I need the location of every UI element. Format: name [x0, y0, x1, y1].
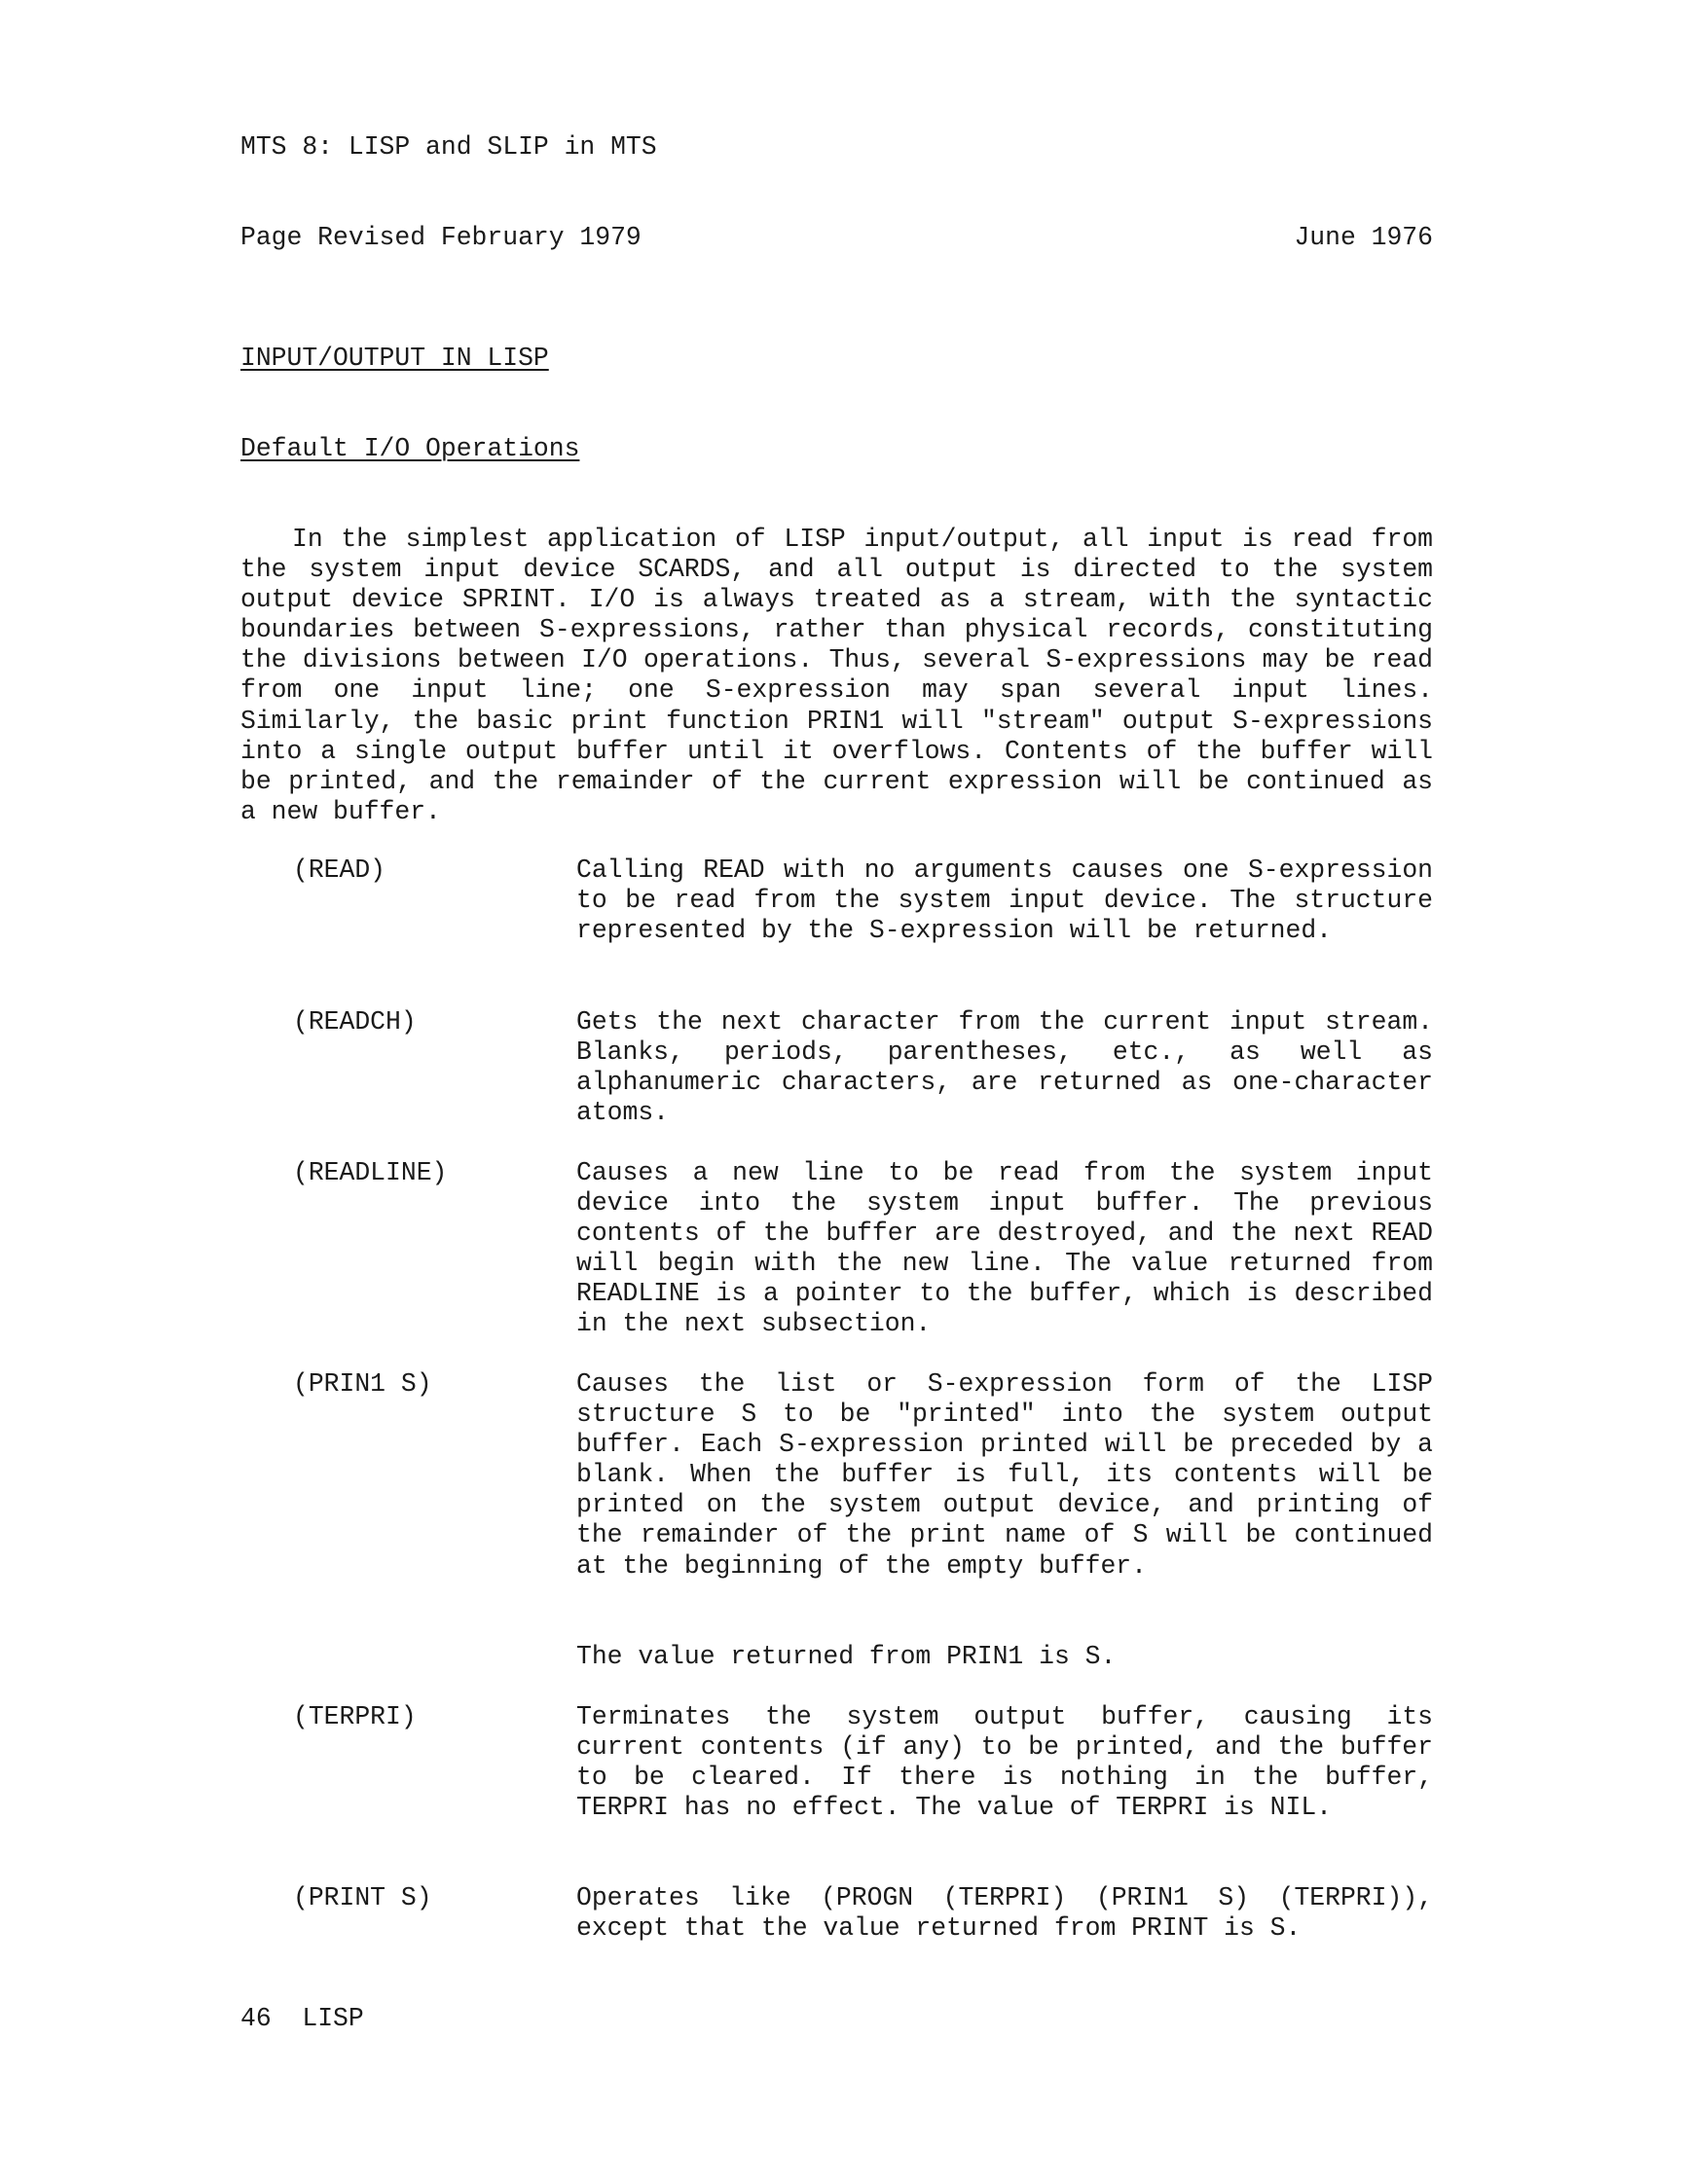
- function-name-prin1: (PRIN1 S): [293, 1369, 432, 1399]
- header-date: June 1976: [1294, 223, 1433, 252]
- function-note-prin1: The value returned from PRIN1 is S.: [576, 1642, 1117, 1671]
- revision-note: Page Revised February 1979: [240, 223, 642, 252]
- intro-paragraph: In the simplest application of LISP input/output, all input is read from the system input device SCARDS, and all output is directed to the system output device SPRINT. I/O is always treated as a stream, with the syntactic boundaries between S-expressions, rather than physical records, constituting the divisions between I/O operations. Thus, several S-expressions may be read from one input line; one S-expression may span several input lines. Similarly, the basic print function PRIN1 will "stream" output S-expressions into a single output buffer until it overflows. Contents of the buffer will be printed, and the remainder of the current expression will be continued as a new buffer.: [240, 525, 1433, 826]
- function-desc-print: Operates like (PROGN (TERPRI) (PRIN1 S) (TERPRI)), except that the value returned from PRINT is S.: [576, 1883, 1433, 1944]
- manual-title: MTS 8: LISP and SLIP in MTS: [240, 132, 657, 162]
- function-name-read: (READ): [293, 855, 386, 885]
- function-desc-terpri: Terminates the system output buffer, causing its current contents (if any) to be printed, and the buffer to be cleared. If there is nothing in the buffer, TERPRI has no effect. The value of TERPRI is NIL.: [576, 1702, 1433, 1823]
- function-desc-read: Calling READ with no arguments causes one S-expression to be read from the system input device. The structure represented by the S-expression will be returned.: [576, 855, 1433, 946]
- footer: [240, 2004, 364, 2034]
- function-desc-readch: Gets the next character from the current input stream. Blanks, periods, parentheses, etc., as well as alphanumeric characters, are returned as one-character atoms.: [576, 1007, 1433, 1128]
- section-title: INPUT/OUTPUT IN LISP: [240, 344, 549, 373]
- function-desc-readline: Causes a new line to be read from the system input device into the system input buffer. The previous contents of the buffer are destroyed, and the next READ will begin with the new line. The value returned from READLINE is a pointer to the buffer, which is described in the next subsection.: [576, 1158, 1433, 1339]
- page-number: 46: [240, 2004, 272, 2033]
- function-name-readline: (READLINE): [293, 1158, 448, 1187]
- footer-section: LISP: [302, 2004, 364, 2033]
- function-name-print: (PRINT S): [293, 1883, 432, 1912]
- function-name-terpri: (TERPRI): [293, 1702, 417, 1731]
- section-subtitle: Default I/O Operations: [240, 434, 580, 463]
- function-desc-prin1: Causes the list or S-expression form of the LISP structure S to be "printed" into the system output buffer. Each S-expression printed will be preceded by a blank. When the buffer is full, its contents will be printed on the system output device, and printing of the remainder of the print name of S will be continued at the beginning of the empty buffer.: [576, 1369, 1433, 1581]
- function-name-readch: (READCH): [293, 1007, 417, 1037]
